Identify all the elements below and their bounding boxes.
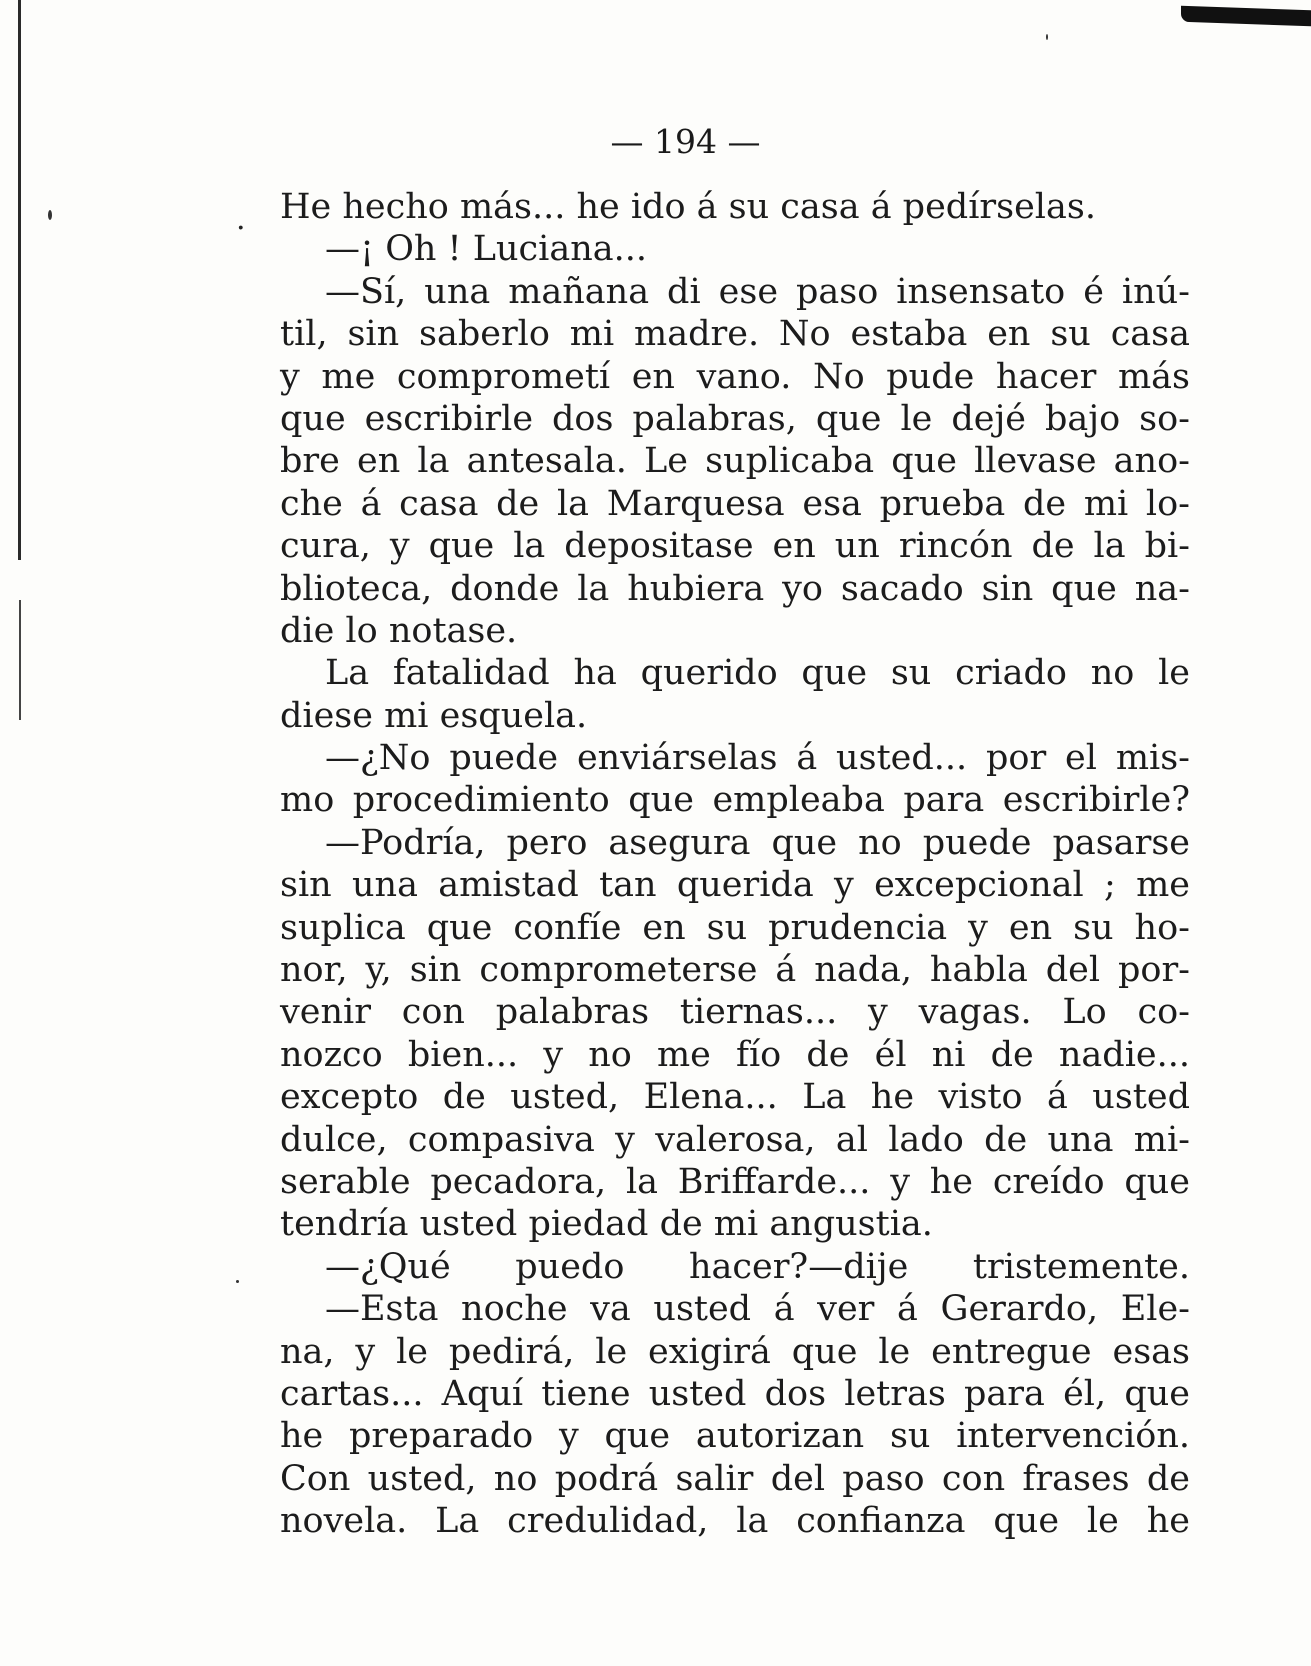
text-line: —¡ Oh ! Luciana... <box>325 229 647 270</box>
scan-speck <box>48 210 52 220</box>
text-line: que escribirle dos palabras, que le dejé bajo so- <box>280 398 1190 439</box>
scan-speck <box>1046 34 1048 40</box>
scan-speck <box>236 1280 239 1283</box>
text-line: nor, y, sin comprometerse á nada, habla del por- <box>280 950 1190 991</box>
scan-edge-shadow-lower <box>19 600 21 720</box>
text-line: mo procedimiento que empleaba para escribirle? <box>280 780 1190 821</box>
text-line: sin una amistad tan querida y excepcional ; me <box>280 865 1190 906</box>
text-line: tendría usted piedad de mi angustia. <box>280 1204 933 1245</box>
text-line: —¿No puede enviárselas á usted... por el mis- <box>325 738 1190 779</box>
text-line: excepto de usted, Elena... La he visto á usted <box>280 1077 1190 1118</box>
text-line: na, y le pedirá, le exigirá que le entregue esas <box>280 1331 1190 1372</box>
text-line: til, sin saberlo mi madre. No estaba en su casa <box>280 314 1190 355</box>
text-line: suplica que confíe en su prudencia y en su ho- <box>280 907 1190 948</box>
text-line: cartas... Aquí tiene usted dos letras para él, que <box>280 1373 1190 1414</box>
text-line: He hecho más... he ido á su casa á pedírselas. <box>280 187 1096 227</box>
stray-mark: . <box>236 202 246 237</box>
text-line: bre en la antesala. Le suplicaba que llevase ano- <box>280 441 1190 482</box>
text-line: cura, y que la depositase en un rincón de la bi- <box>280 526 1190 567</box>
text-line: Con usted, no podrá salir del paso con frases de <box>280 1458 1190 1499</box>
text-line: dulce, compasiva y valerosa, al lado de una mi- <box>280 1119 1190 1160</box>
text-line: die lo notase. <box>280 610 518 651</box>
text-line: La fatalidad ha querido que su criado no le <box>325 653 1190 694</box>
text-line: venir con palabras tiernas... y vagas. Lo co- <box>280 992 1190 1033</box>
text-line: serable pecadora, la Briffarde... y he creído que <box>280 1161 1190 1202</box>
text-line: he preparado y que autorizan su intervención. <box>280 1416 1190 1457</box>
scan-edge-shadow <box>18 0 21 560</box>
text-line: nozco bien... y no me fío de él ni de nadie... <box>280 1034 1190 1075</box>
page-number: — 194 — <box>610 122 761 161</box>
text-line: —Sí, una mañana di ese paso insensato é inú- <box>325 271 1190 312</box>
text-line: —Podría, pero asegura que no puede pasarse <box>325 822 1190 863</box>
text-line: novela. La credulidad, la confianza que le he <box>280 1501 1190 1542</box>
text-line: y me comprometí en vano. No pude hacer más <box>280 356 1190 397</box>
text-line: —¿Qué puedo hacer?—dije tristemente. <box>325 1246 1190 1287</box>
scan-corner-mark <box>1181 6 1311 27</box>
text-line: blioteca, donde la hubiera yo sacado sin que na- <box>280 568 1190 609</box>
text-line: —Esta noche va usted á ver á Gerardo, Ele- <box>325 1289 1190 1330</box>
body-text <box>280 186 1190 1543</box>
text-line: che á casa de la Marquesa esa prueba de mi lo- <box>280 483 1190 524</box>
text-line: diese mi esquela. <box>280 695 588 736</box>
